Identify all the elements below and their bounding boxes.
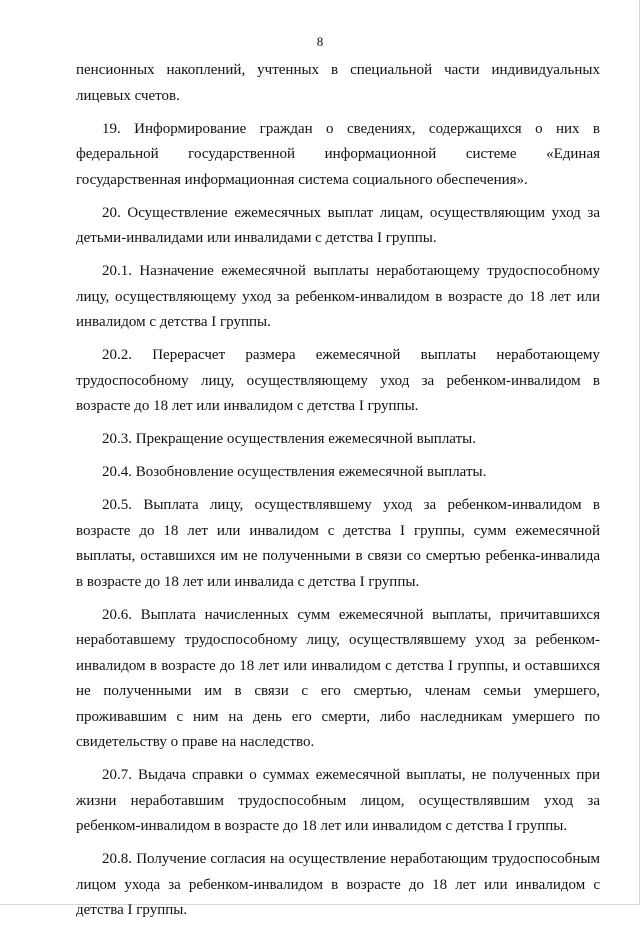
paragraph-item-20-7: 20.7. Выдача справки о суммах ежемесячной выплаты, не полученных при жизни неработавшим трудоспособным лицом, осуществлявшим уход за ребенком-инвалидом в возрасте до 18 лет или инвалидом с детства I группы.	[76, 767, 600, 834]
document-body	[76, 58, 600, 931]
paragraph-item-20-1: 20.1. Назначение ежемесячной выплаты неработающему трудоспособному лицу, осуществляющему уход за ребенком-инвалидом в возрасте до 18 лет или инвалидом с детства I группы.	[76, 263, 600, 330]
paragraph-item-20-5: 20.5. Выплата лицу, осуществлявшему уход за ребенком-инвалидом в возрасте до 18 лет или инвалидом с детства I группы, сумм ежемесячной выплаты, оставшихся им не полученными в связи со смертью ребенка-инвалида в возрасте до 18 лет или инвалида с детства I группы.	[76, 497, 600, 590]
paragraph-item-20-2: 20.2. Перерасчет размера ежемесячной выплаты неработающему трудоспособному лицу, осуществляющему уход за ребенком-инвалидом в возрасте до 18 лет или инвалидом с детства I группы.	[76, 347, 600, 414]
paragraph-item-20-3: 20.3. Прекращение осуществления ежемесячной выплаты.	[102, 431, 476, 447]
paragraph-item-20: 20. Осуществление ежемесячных выплат лицам, осуществляющим уход за детьми-инвалидами или инвалидами с детства I группы.	[76, 204, 600, 246]
paragraph-item-20-6: 20.6. Выплата начисленных сумм ежемесячной выплаты, причитавшихся неработавшему трудоспособному лицу, осуществлявшему уход за ребенком-инвалидом в возрасте до 18 лет или инвалидом с детства I группы, и оставшихся не полученными им в связи с его смертью, членам семьи умершего, проживавшим с ним на день его смерти, либо наследникам умершего по свидетельству о праве на наследство.	[76, 606, 600, 750]
page-number: 8	[316, 34, 324, 49]
paragraph-item-20-4: 20.4. Возобновление осуществления ежемесячной выплаты.	[102, 464, 487, 480]
paragraph-continuation: пенсионных накоплений, учтенных в специальной части индивидуальных лицевых счетов.	[76, 62, 600, 104]
paragraph-item-19: 19. Информирование граждан о сведениях, содержащихся о них в федеральной государственной информационной системе «Единая государственная информационная система социального обеспечения».	[76, 120, 600, 188]
paragraph-item-20-8: 20.8. Получение согласия на осуществление неработающим трудоспособным лицом ухода за ребенком-инвалидом в возрасте до 18 лет или инвалидом с детства I группы.	[76, 851, 600, 918]
